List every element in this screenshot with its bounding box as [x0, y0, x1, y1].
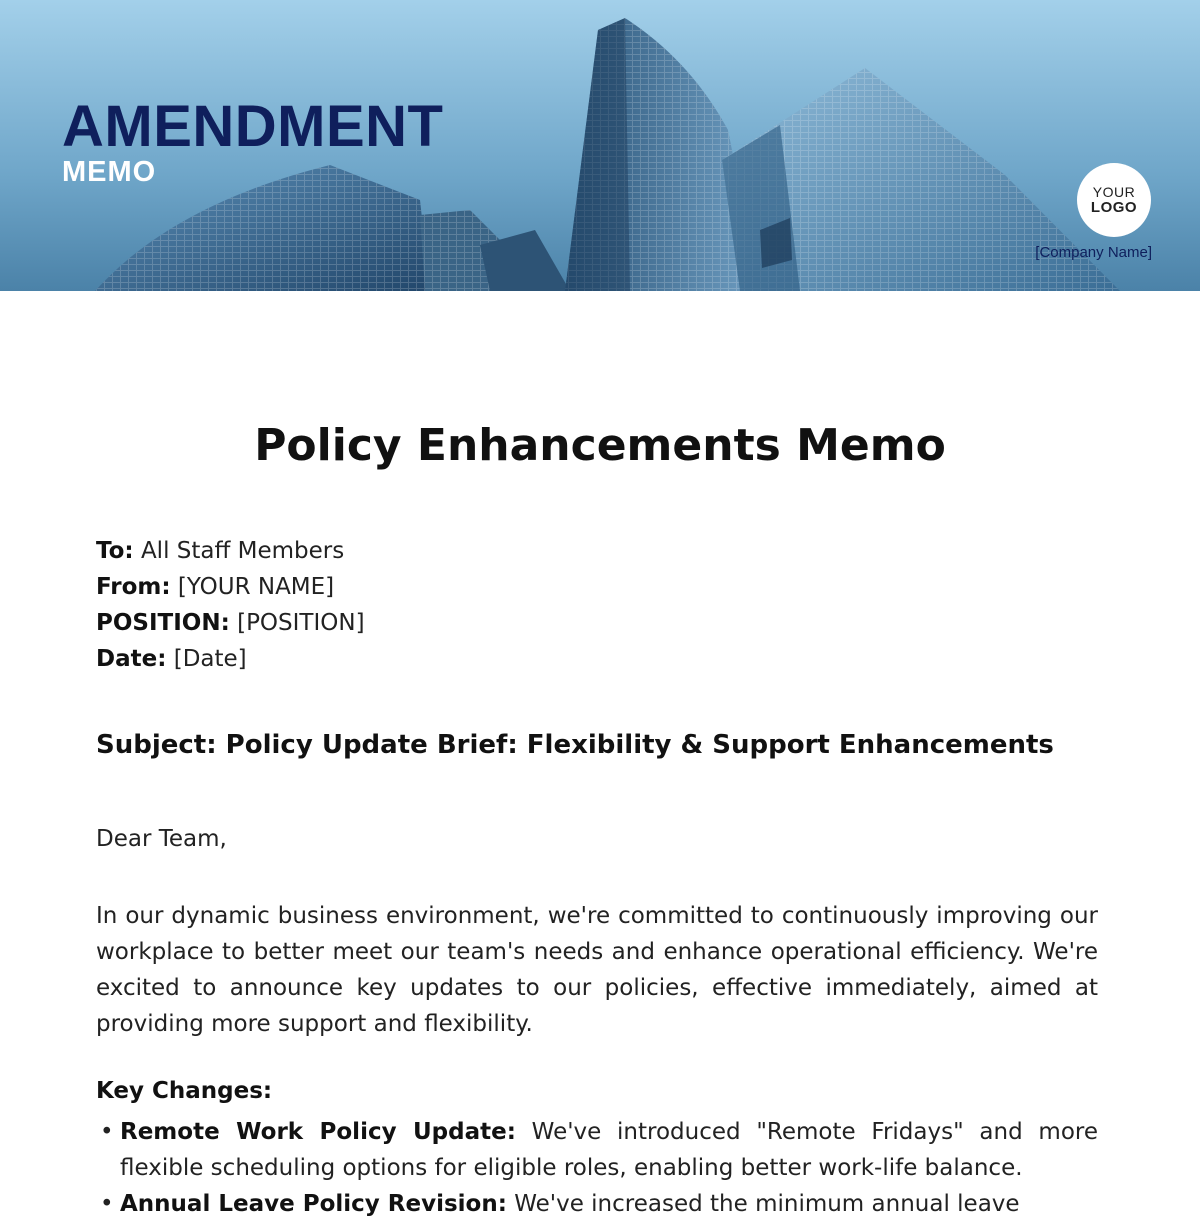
- memo-meta: [96, 533, 1098, 677]
- meta-to: [96, 533, 1098, 569]
- key-changes-heading: Key Changes:: [96, 1078, 273, 1104]
- logo-line-logo: LOGO: [1090, 199, 1138, 216]
- banner-title: AMENDMENT: [62, 94, 444, 159]
- meta-from: [96, 569, 1098, 605]
- bullet-dot-icon: •: [100, 1119, 114, 1145]
- memo-subject: Subject: Policy Update Brief: Flexibility & Support Enhancements: [96, 730, 1054, 760]
- bullet-dot-icon: •: [100, 1191, 114, 1217]
- meta-label: From:: [96, 574, 171, 600]
- document-title: Policy Enhancements Memo: [254, 420, 946, 471]
- meta-value: [POSITION]: [237, 610, 365, 636]
- company-name: [Company Name]: [1035, 244, 1152, 261]
- meta-value: [YOUR NAME]: [177, 574, 335, 600]
- meta-position: [96, 605, 1098, 641]
- header-banner: [0, 0, 1200, 291]
- meta-date: [96, 641, 1098, 677]
- banner-subtitle: MEMO: [62, 156, 157, 188]
- meta-label: To:: [96, 538, 134, 564]
- list-item: [96, 1186, 1098, 1222]
- list-item-title: Annual Leave Policy Revision:: [120, 1191, 507, 1217]
- meta-value: [Date]: [173, 646, 247, 672]
- meta-label: Date:: [96, 646, 167, 672]
- logo-line-your: YOUR: [1092, 184, 1136, 200]
- memo-intro-paragraph: In our dynamic business environment, we're committed to continuously improving our workplace to better meet our team's needs and enhance operational efficiency. We're excited to announce key updates to our policies, effective immediately, aimed at providing more support and flexibility.: [96, 903, 1098, 1037]
- list-item-title: Remote Work Policy Update:: [120, 1119, 516, 1145]
- meta-label: POSITION:: [96, 610, 230, 636]
- key-changes-list: [96, 1114, 1098, 1222]
- list-item: [96, 1114, 1098, 1186]
- meta-value: All Staff Members: [140, 538, 345, 564]
- memo-greeting: Dear Team,: [96, 826, 227, 852]
- list-item-text: We've increased the minimum annual leave: [514, 1191, 1020, 1217]
- company-logo: [1077, 163, 1151, 237]
- list-item-text: We've introduced "Remote Fridays" and more flexible scheduling options for eligible roles, enabling better work-life balance.: [120, 1119, 1098, 1181]
